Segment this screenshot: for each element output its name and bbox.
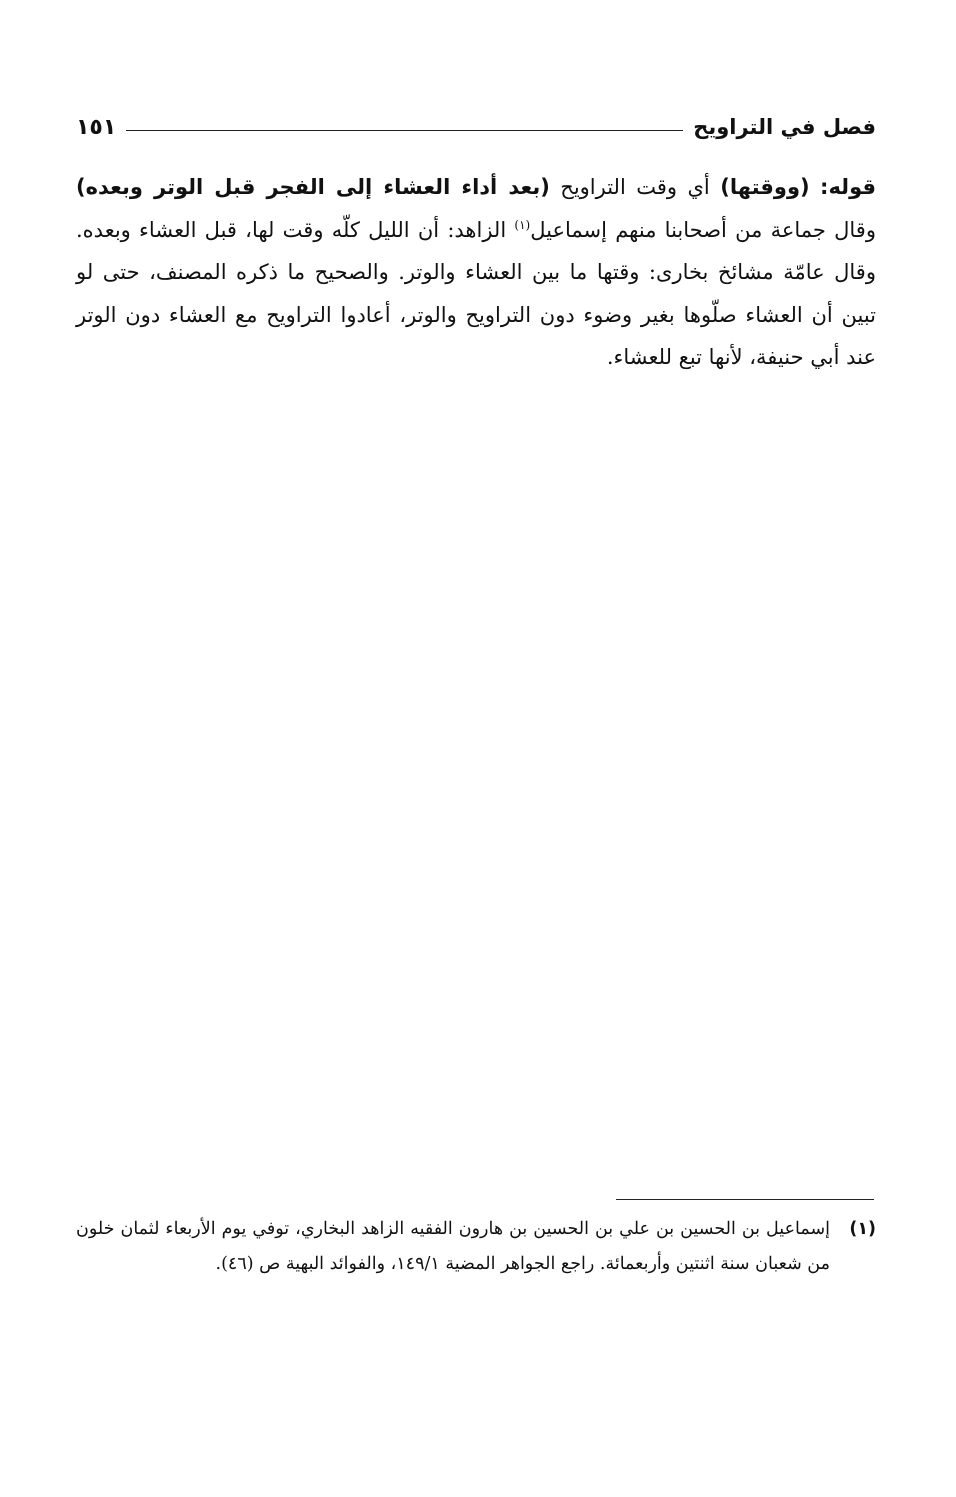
main-paragraph	[76, 166, 876, 379]
footnote-reference: (١)	[514, 217, 531, 232]
paragraph-text-continued: الزاهد: أن الليل كلّه وقت لها، قبل العشاء وبعده. وقال عامّة مشائخ بخارى: وقتها ما بين العشاء والوتر. والصحيح ما ذكره المصنف، حتى لو تبين أن العشاء صلّوها بغير وضوء دون التراويح والوتر، أعادوا التراويح مع العشاء دون الوتر عند أبي حنيفة، لأنها تبع للعشاء.	[76, 217, 876, 369]
header-rule	[126, 130, 683, 131]
running-title: فصل في التراويح	[693, 115, 876, 139]
lead-label: قوله:	[820, 175, 876, 199]
footnote-text: إسماعيل بن الحسين بن علي بن الحسين بن هارون الفقيه الزاهد البخاري، توفي يوم الأربعاء لثمان خلون من شعبان سنة اثنتين وأربعمائة. راجع الجواهر المضية ١٤٩/١، والفوائد البهية ص (٤٦).	[76, 1219, 830, 1274]
matn-quote: (بعد أداء العشاء إلى الفجر قبل الوتر وبعده)	[76, 175, 550, 199]
page-header	[76, 104, 876, 150]
paragraph-text: وقال جماعة من أصحابنا منهم إسماعيل	[530, 217, 876, 242]
footnote	[76, 1212, 876, 1282]
footnote-marker: (١)	[849, 1219, 876, 1239]
lead-quote: (ووقتها)	[720, 175, 810, 199]
explanation-text: أي وقت التراويح	[549, 175, 721, 199]
footnote-separator	[616, 1199, 874, 1200]
page-number: ١٥١	[76, 114, 117, 140]
